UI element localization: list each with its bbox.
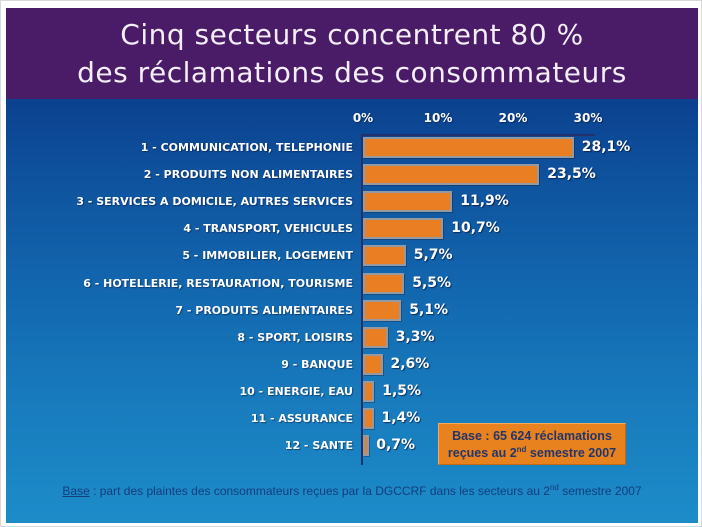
value-label: 23,5% xyxy=(547,166,596,183)
footer-base-label: Base xyxy=(62,484,90,498)
x-axis-tick: 30% xyxy=(573,111,603,125)
category-label: 9 - BANQUE xyxy=(281,357,353,371)
bar xyxy=(363,381,374,402)
chart-row xyxy=(6,191,698,212)
category-label: 11 - ASSURANCE xyxy=(250,412,353,425)
value-label: 1,4% xyxy=(381,410,421,426)
value-label: 10,7% xyxy=(451,220,500,237)
bar xyxy=(363,191,452,212)
chart-row xyxy=(6,354,698,375)
page-title-line2: des réclamations des consommateurs xyxy=(77,56,627,89)
value-label: 5,5% xyxy=(412,274,452,291)
value-label: 0,7% xyxy=(376,437,416,454)
category-label: 8 - SPORT, LOISIRS xyxy=(237,330,353,344)
value-label: 3,3% xyxy=(395,328,435,345)
category-label: 6 - HOTELLERIE, RESTAURATION, TOURISME xyxy=(83,276,353,290)
value-label: 5,1% xyxy=(409,301,449,318)
bar xyxy=(363,300,401,321)
chart-row xyxy=(6,245,698,266)
category-label: 12 - SANTE xyxy=(284,439,353,453)
value-label: 28,1% xyxy=(581,139,631,155)
note-line2: reçues au 2nd semestre 2007 xyxy=(447,444,617,460)
x-axis-tick: 20% xyxy=(498,111,528,125)
chart-row xyxy=(6,164,698,185)
bar xyxy=(363,245,406,266)
footer-text: : part des plaintes des consommateurs reçues par la DGCCRF dans les secteurs au 2 xyxy=(89,484,550,498)
bar xyxy=(363,408,374,429)
chart-row xyxy=(6,137,698,158)
category-label: 3 - SERVICES A DOMICILE, AUTRES SERVICES xyxy=(76,195,353,209)
bar xyxy=(363,273,404,294)
value-label: 11,9% xyxy=(460,193,509,210)
bar xyxy=(363,327,388,348)
footer-note: Base : part des plaintes des consommateurs reçues par la DGCCRF dans les secteurs au 2nd semestre 2007 xyxy=(62,483,642,498)
value-label: 2,6% xyxy=(390,355,430,372)
category-label: 10 - ENERGIE, EAU xyxy=(239,384,353,398)
title-band xyxy=(6,8,698,99)
bar xyxy=(363,354,383,375)
chart-row xyxy=(6,218,698,239)
chart-row xyxy=(6,273,698,294)
note-line1: Base : 65 624 réclamations xyxy=(452,429,612,443)
bar xyxy=(363,435,369,456)
value-label: 5,7% xyxy=(413,247,453,264)
x-axis-tick: 10% xyxy=(423,111,453,125)
value-label: 1,5% xyxy=(382,382,422,399)
chart-row xyxy=(6,300,698,321)
note-box xyxy=(438,423,626,465)
chart-area xyxy=(6,99,698,523)
category-label: 1 - COMMUNICATION, TELEPHONIE xyxy=(140,141,353,154)
bar xyxy=(363,137,574,158)
bar xyxy=(363,218,443,239)
chart-row xyxy=(6,381,698,402)
category-label: 5 - IMMOBILIER, LOGEMENT xyxy=(182,249,353,263)
category-label: 4 - TRANSPORT, VEHICULES xyxy=(183,222,353,236)
bar xyxy=(363,164,539,185)
category-label: 2 - PRODUITS NON ALIMENTAIRES xyxy=(143,168,353,182)
category-label: 7 - PRODUITS ALIMENTAIRES xyxy=(175,303,353,317)
page-title-line1: Cinq secteurs concentrent 80 % xyxy=(120,18,584,51)
chart-row xyxy=(6,327,698,348)
x-axis-tick: 0% xyxy=(352,111,374,125)
